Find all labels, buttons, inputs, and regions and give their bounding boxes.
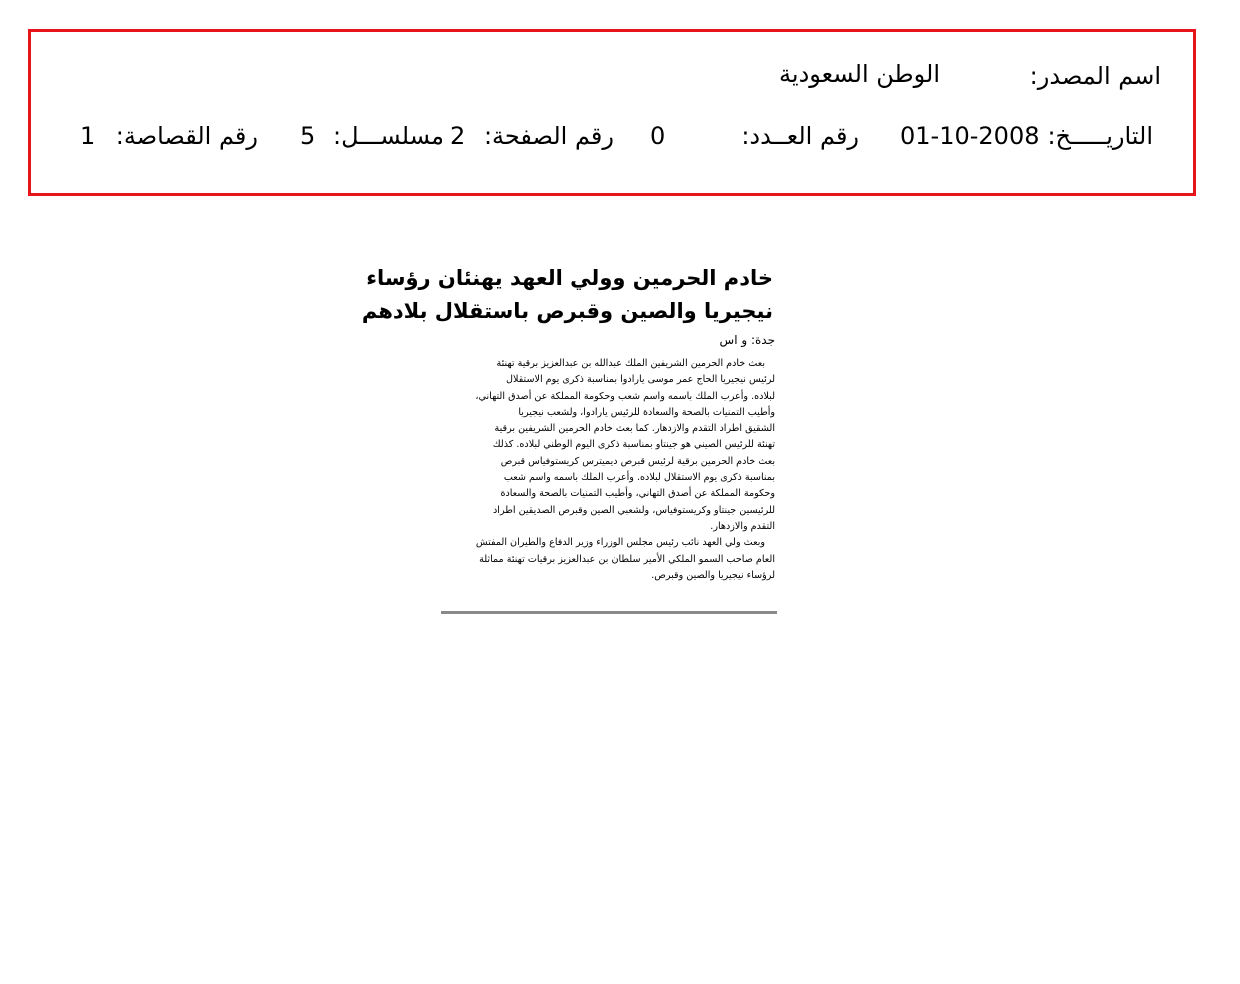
body-line: الشقيق اطراد التقدم والازدهار. كما بعث خادم الحرمين الشريفين برقية <box>494 423 775 435</box>
date-value: 01-10-2008 <box>900 122 1040 150</box>
body-line: لبلاده. وأعرب الملك باسمه واسم شعب وحكومة المملكة عن أصدق التهاني، <box>475 390 775 402</box>
source-label: اسم المصدر: <box>1029 62 1161 90</box>
page-label: رقم الصفحة: <box>483 122 614 150</box>
body-line: للرئيسين جينتاو وكريستوفياس، ولشعبي الصين وقبرص الصديقين اطراد <box>493 504 775 516</box>
page-value: 2 <box>450 122 466 150</box>
article-byline: جدة: و اس <box>719 333 775 347</box>
date-label: التاريـــــخ: <box>1047 122 1153 150</box>
body-line: لرئيس نيجيريا الحاج عمر موسى يارادوا بمناسبة ذكرى يوم الاستقلال <box>506 374 775 386</box>
issue-value: 0 <box>650 122 666 150</box>
headline-line-2: نيجيريا والصين وقبرص باستقلال بلادهم <box>361 299 773 323</box>
body-line: لرؤساء نيجيريا والصين وقبرص. <box>651 569 775 581</box>
clipping-bottom-rule <box>441 611 777 614</box>
body-line: بعث خادم الحرمين برقية لرئيس قبرص ديميترس كريستوفياس قبرص <box>500 455 775 467</box>
metadata-box <box>28 29 1196 196</box>
article-headline <box>361 262 773 328</box>
serial-value: 5 <box>300 122 316 150</box>
body-line: تهنئة للرئيس الصيني هو جينتاو بمناسبة ذكرى اليوم الوطني لبلاده. كذلك <box>492 439 775 451</box>
body-line: وحكومة المملكة عن أصدق التهاني، وأطيب التمنيات بالصحة والسعادة <box>500 488 775 500</box>
issue-label: رقم العــدد: <box>741 122 859 150</box>
body-line: العام صاحب السمو الملكي الأمير سلطان بن عبدالعزيز برقيات تهنئة مماثلة <box>479 553 775 565</box>
newspaper-clipping <box>361 258 777 614</box>
body-line: بعث خادم الحرمين الشريفين الملك عبدالله بن عبدالعزيز برقية تهنئة <box>496 358 765 369</box>
body-line: وأطيب التمنيات بالصحة والسعادة للرئيس يارادوا، ولشعب نيجيريا <box>518 406 775 418</box>
body-line: بمناسبة ذكرى يوم الاستقلال لبلاده. وأعرب الملك باسمه واسم شعب <box>503 472 775 484</box>
body-line: وبعث ولي العهد نائب رئيس مجلس الوزراء وزير الدفاع والطيران المفتش <box>475 537 765 549</box>
headline-line-1: خادم الحرمين وولي العهد يهنئان رؤساء <box>366 266 773 290</box>
source-value: الوطن السعودية <box>779 60 940 88</box>
clip-label: رقم القصاصة: <box>115 122 258 150</box>
body-line: التقدم والازدهار. <box>710 520 775 532</box>
article-body <box>443 356 775 584</box>
serial-label: مسلســـل: <box>333 122 444 150</box>
clip-value: 1 <box>80 122 96 150</box>
